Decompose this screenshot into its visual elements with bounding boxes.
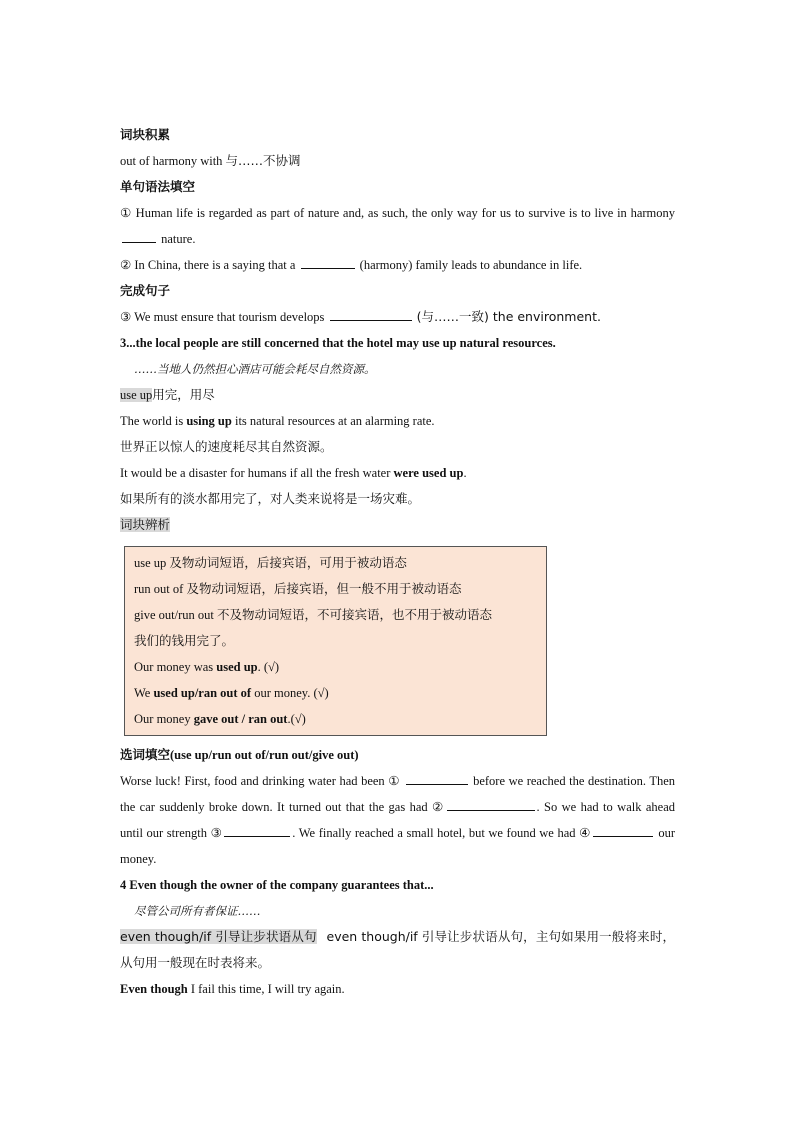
compare-tag-line xyxy=(120,512,675,538)
answer-blank-p3[interactable] xyxy=(224,823,290,837)
example-2-translation: 如果所有的淡水都用完了，对人类来说将是一场灾难。 xyxy=(120,491,421,506)
even-though-explanation: even though/if 引导让步状语从句 even though/if 引导让步状语从句，主句如果用一般将来时，从句用一般现在时表将来。 xyxy=(120,929,676,970)
chunk-item: out of harmony with 与……不协调 xyxy=(120,153,301,168)
section-title-word-choice: 选词填空(use up/run out of/run out/give out) xyxy=(120,748,359,762)
box-line-use-up: use up 及物动词短语，后接宾语，可用于被动语态 xyxy=(134,555,407,570)
box-example-1: Our money was used up. (√) xyxy=(134,660,280,674)
compare-tag: 词块辨析 xyxy=(120,517,171,532)
answer-blank-2[interactable] xyxy=(301,255,355,269)
answer-blank-p1[interactable] xyxy=(406,771,468,785)
answer-blank-3[interactable] xyxy=(330,307,412,321)
section-title-chunks: 词块积累 xyxy=(120,127,171,142)
heading-3: 3...the local people are still concerned that the hotel may use up natural resources. xyxy=(120,336,556,350)
section-title-complete-sentences: 完成句子 xyxy=(120,283,171,298)
fill-paragraph: Worse luck! First, food and drinking water had been ① before we reached the destination. Then the car suddenly broke down. It turned out that the gas had ② . So we had to walk ahead until our strength ③ . We finally reached a small hotel, but we found we had ④ our money. xyxy=(120,773,676,866)
question-3: ③ We must ensure that tourism develops (与……一致) the environment. xyxy=(120,309,601,324)
example-1-translation: 世界正以惊人的速度耗尽其自然资源。 xyxy=(120,439,333,454)
use-up-tag: use up xyxy=(120,388,153,402)
question-2: ② In China, there is a saying that a (harmony) family leads to abundance in life. xyxy=(120,257,583,272)
box-line-run-out-of: run out of 及物动词短语，后接宾语，但一般不用于被动语态 xyxy=(134,581,462,596)
example-3: Even though I fail this time, I will try again. xyxy=(120,982,345,996)
example-2: It would be a disaster for humans if all the fresh water were used up. xyxy=(120,466,467,480)
use-up-definition: use up用完，用尽 xyxy=(120,387,215,402)
box-example-3: Our money gave out / ran out.(√) xyxy=(134,712,306,726)
document-page xyxy=(120,122,675,1002)
even-though-tag: even though/if 引导让步状语从句 xyxy=(120,929,317,944)
box-example-2: We used up/ran out of our money. (√) xyxy=(134,686,329,700)
comparison-box xyxy=(124,546,547,736)
heading-4-translation: 尽管公司所有者保证…… xyxy=(134,904,261,918)
answer-blank-p4[interactable] xyxy=(593,823,653,837)
example-1: The world is using up its natural resources at an alarming rate. xyxy=(120,414,435,428)
answer-blank-1[interactable] xyxy=(122,229,156,243)
answer-blank-p2[interactable] xyxy=(447,797,535,811)
box-line-translation: 我们的钱用完了。 xyxy=(134,633,235,648)
box-line-give-out: give out/run out 不及物动词短语，不可接宾语，也不用于被动语态 xyxy=(134,607,492,622)
question-1: ① Human life is regarded as part of nature and, as such, the only way for us to survive is to live in harmony nature. xyxy=(120,205,676,246)
heading-4: 4 Even though the owner of the company guarantees that... xyxy=(120,878,434,892)
heading-3-translation: ……当地人仍然担心酒店可能会耗尽自然资源。 xyxy=(134,362,376,376)
section-title-grammar-fill: 单句语法填空 xyxy=(120,179,196,194)
